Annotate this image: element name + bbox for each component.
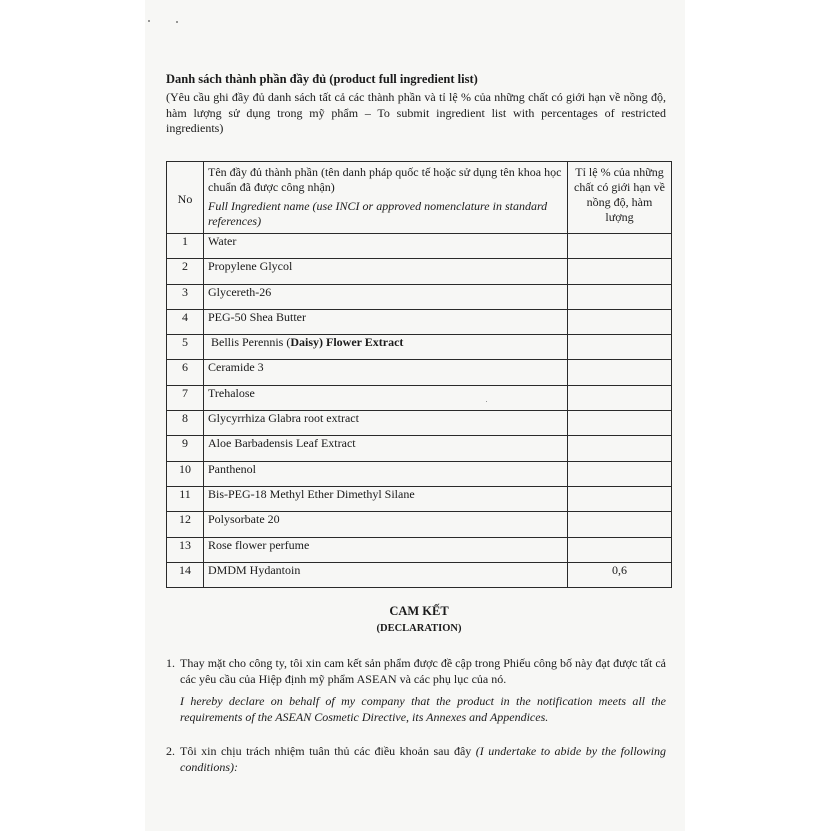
row-no: 1 [167,234,204,259]
row-percentage [568,234,672,259]
row-percentage [568,309,672,334]
row-ingredient: Aloe Barbadensis Leaf Extract [204,436,568,461]
table-row [167,234,672,259]
row-percentage [568,436,672,461]
table-row [167,360,672,385]
table-row [167,436,672,461]
row-percentage [568,461,672,486]
table-row [167,512,672,537]
header-no: No [167,162,204,234]
item-number: 1. [166,656,175,670]
row-no: 2 [167,259,204,284]
row-percentage [568,512,672,537]
row-no: 11 [167,486,204,511]
row-percentage: 0,6 [568,562,672,587]
ingredient-name-part: Bellis Perennis ( [211,335,291,350]
item-2-english: (I undertake to abide by the following conditions): [180,744,667,774]
row-no: 9 [167,436,204,461]
row-ingredient: Water [204,234,568,259]
header-name-vi: Tên đầy đủ thành phần (tên danh pháp quốc tế hoặc sử dụng tên khoa học chuẩn đã được công nhận) [208,165,562,194]
row-ingredient: DMDM Hydantoin [204,562,568,587]
table-row [167,284,672,309]
declaration-item-1 [166,655,666,725]
row-ingredient: Glycyrrhiza Glabra root extract [204,411,568,436]
declaration-title: CAM KẾT [389,604,449,618]
row-no: 13 [167,537,204,562]
table-row [167,486,672,511]
table-row [167,537,672,562]
table-row [167,461,672,486]
row-no: 10 [167,461,204,486]
declaration-item-2 [166,743,666,775]
scan-speck [148,20,150,22]
declaration-subtitle: (DECLARATION) [376,623,462,634]
row-percentage [568,537,672,562]
ingredients-heading: Danh sách thành phần đầy đủ (product full ingredient list) [166,72,478,86]
table-row [167,309,672,334]
header-name-en: Full Ingredient name (use INCI or approved nomenclature in standard references) [208,199,548,228]
row-no: 5 [167,335,204,360]
row-percentage [568,259,672,284]
table-row [167,385,672,410]
row-percentage [568,411,672,436]
item-1-vietnamese: Thay mặt cho công ty, tôi xin cam kết sản phẩm được đề cập trong Phiếu công bố này đạt được tất cả các yêu cầu của Hiệp định mỹ phẩm ASEAN và các phụ lục của nó. [180,656,666,686]
row-percentage [568,486,672,511]
scan-speck [176,21,178,23]
ingredient-name-bold-part: Daisy) Flower Extract [290,335,404,350]
ingredients-note: (Yêu cầu ghi đầy đủ danh sách tất cả các thành phần và tỉ lệ % của những chất có giới hạn về nồng độ, hàm lượng sử dụng trong mỹ phẩm – To submit ingredient list with percentages of restricted ingredients) [166,90,666,135]
table-header-row [167,162,672,234]
row-ingredient [204,335,568,360]
row-ingredient: PEG-50 Shea Butter [204,309,568,334]
item-2-vietnamese: Tôi xin chịu trách nhiệm tuân thủ các điều khoản sau đây [180,744,476,758]
table-row [167,411,672,436]
row-percentage [568,284,672,309]
table-row [167,259,672,284]
row-percentage [568,385,672,410]
row-no: 8 [167,411,204,436]
item-number: 2. [166,744,175,758]
row-percentage [568,335,672,360]
row-ingredient: Ceramide 3 [204,360,568,385]
row-no: 6 [167,360,204,385]
table-row [167,562,672,587]
row-no: 14 [167,562,204,587]
row-no: 3 [167,284,204,309]
row-percentage [568,360,672,385]
row-ingredient: Polysorbate 20 [204,512,568,537]
table-row [167,335,672,360]
row-ingredient: Glycereth-26 [204,284,568,309]
row-ingredient: Rose flower perfume [204,537,568,562]
row-ingredient: Propylene Glycol [204,259,568,284]
header-percentage: Tỉ lệ % của những chất có giới hạn về nồng độ, hàm lượng [568,162,672,234]
row-no: 12 [167,512,204,537]
row-ingredient: Bis-PEG-18 Methyl Ether Dimethyl Silane [204,486,568,511]
ingredient-table [166,161,672,588]
row-ingredient: Trehalose [204,385,568,410]
row-ingredient: Panthenol [204,461,568,486]
item-1-english: I hereby declare on behalf of my company that the product in the notification meets all the requirements of the ASEAN Cosmetic Directive, its Annexes and Appendices. [180,694,666,724]
header-ingredient-name [204,162,568,234]
row-no: 7 [167,385,204,410]
row-no: 4 [167,309,204,334]
